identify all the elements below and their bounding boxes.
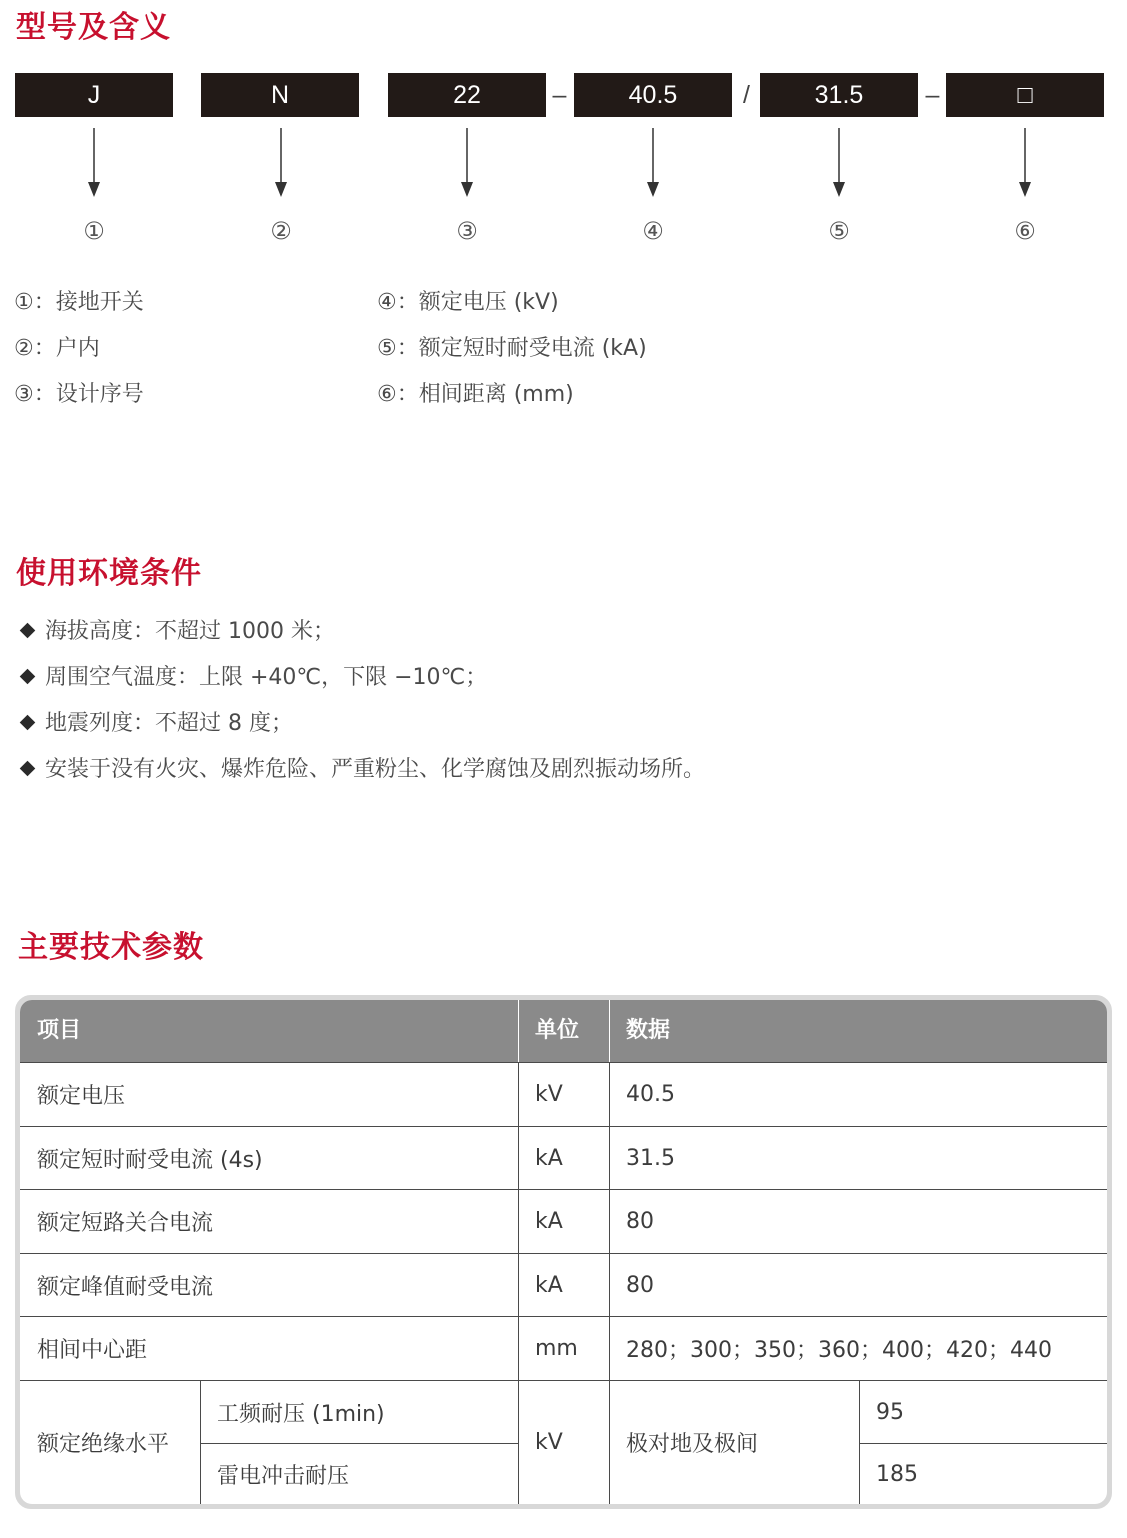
table-cell-item: 额定峰值耐受电流 [37,1275,214,1300]
code-separator-dash-1: – [552,81,567,109]
table-cell-value: 80 [626,1273,654,1298]
table-rule [20,1189,1107,1190]
section-title-params: 主要技术参数 [18,930,204,965]
code-box-4: 40.5 [574,73,732,117]
diamond-bullet-icon [20,715,36,731]
table-rule [200,1443,518,1444]
diamond-bullet-icon [20,669,36,685]
table-header-unit: 单位 [518,1000,609,1062]
table-cell-unit: kA [535,1209,563,1234]
table-rule [20,1380,1107,1381]
table-rule [859,1443,1107,1444]
header-divider [609,1000,610,1062]
down-arrow-icon [832,128,846,198]
section-title-model: 型号及含义 [16,10,171,45]
environment-item-seismic [18,709,293,739]
table-cell-insulation-value-2: 185 [876,1461,918,1487]
table-rule [20,1126,1107,1127]
down-arrow-icon [460,128,474,198]
table-cell-unit: kA [535,1146,563,1171]
legend-item-3: ③：设计序号 [14,382,144,407]
environment-item-altitude [18,617,335,647]
table-cell-item: 相间中心距 [37,1338,148,1363]
legend-item-6: ⑥：相间距离 (mm) [377,382,574,407]
marker-5: ⑤ [828,217,850,245]
code-box-2: N [201,73,359,117]
marker-3: ③ [456,217,478,245]
down-arrow-icon [274,128,288,198]
marker-6: ⑥ [1014,217,1036,245]
diamond-bullet-icon [20,623,36,639]
table-cell-insulation-value-1: 95 [876,1399,904,1425]
table-cell-item: 额定短时耐受电流 (4s) [37,1148,263,1173]
table-rule [20,1253,1107,1254]
code-separator-dash-2: – [925,81,940,109]
legend-item-5: ⑤：额定短时耐受电流 (kA) [377,336,647,361]
table-header-data: 数据 [609,1000,1107,1062]
table-cell-insulation-sub-1: 工频耐压 (1min) [217,1401,385,1427]
legend-item-2: ②：户内 [14,336,100,361]
section-title-environment: 使用环境条件 [16,556,202,591]
table-rule [200,1380,201,1504]
table-rule [20,1316,1107,1317]
environment-item-installation [18,755,705,785]
table-cell-unit: mm [535,1336,578,1361]
table-cell-value: 40.5 [626,1082,675,1107]
environment-text: 安装于没有火灾、爆炸危险、严重粉尘、化学腐蚀及剧烈振动场所。 [45,757,706,782]
table-cell-value: 31.5 [626,1146,675,1171]
table-cell-value: 280；300；350；360；400；420；440 [626,1338,1052,1363]
table-cell-item: 额定电压 [37,1084,126,1109]
table-cell-insulation-unit: kV [535,1430,563,1455]
diamond-bullet-icon [20,761,36,777]
legend-item-4: ④：额定电压 (kV) [377,290,559,315]
table-header-item: 项目 [20,1000,518,1062]
table-cell-insulation-condition: 极对地及极间 [626,1432,759,1457]
table-rule [518,1062,519,1504]
down-arrow-icon [87,128,101,198]
params-table-body [20,1000,1107,1504]
table-cell-unit: kV [535,1082,563,1107]
table-cell-unit: kA [535,1273,563,1298]
environment-text: 海拔高度：不超过 1000 米； [45,619,335,644]
table-rule [20,1062,1107,1063]
code-box-1: J [15,73,173,117]
legend-item-1: ①：接地开关 [14,290,144,315]
code-box-5: 31.5 [760,73,918,117]
marker-4: ④ [642,217,664,245]
table-cell-insulation-sub-2: 雷电冲击耐压 [217,1463,350,1489]
table-cell-item: 额定短路关合电流 [37,1211,214,1236]
down-arrow-icon [646,128,660,198]
down-arrow-icon [1018,128,1032,198]
marker-2: ② [270,217,292,245]
table-rule [859,1380,860,1504]
environment-text: 周围空气温度：上限 +40℃，下限 −10℃； [45,665,488,690]
table-rule [609,1062,610,1504]
table-cell-insulation-item: 额定绝缘水平 [37,1432,170,1457]
params-table [15,995,1112,1509]
code-box-3: 22 [388,73,546,117]
header-divider [518,1000,519,1062]
table-cell-value: 80 [626,1209,654,1234]
marker-1: ① [83,217,105,245]
code-separator-slash: / [743,81,750,109]
environment-item-temperature [18,663,487,693]
environment-text: 地震列度：不超过 8 度； [45,711,293,736]
code-box-6: □ [946,73,1104,117]
